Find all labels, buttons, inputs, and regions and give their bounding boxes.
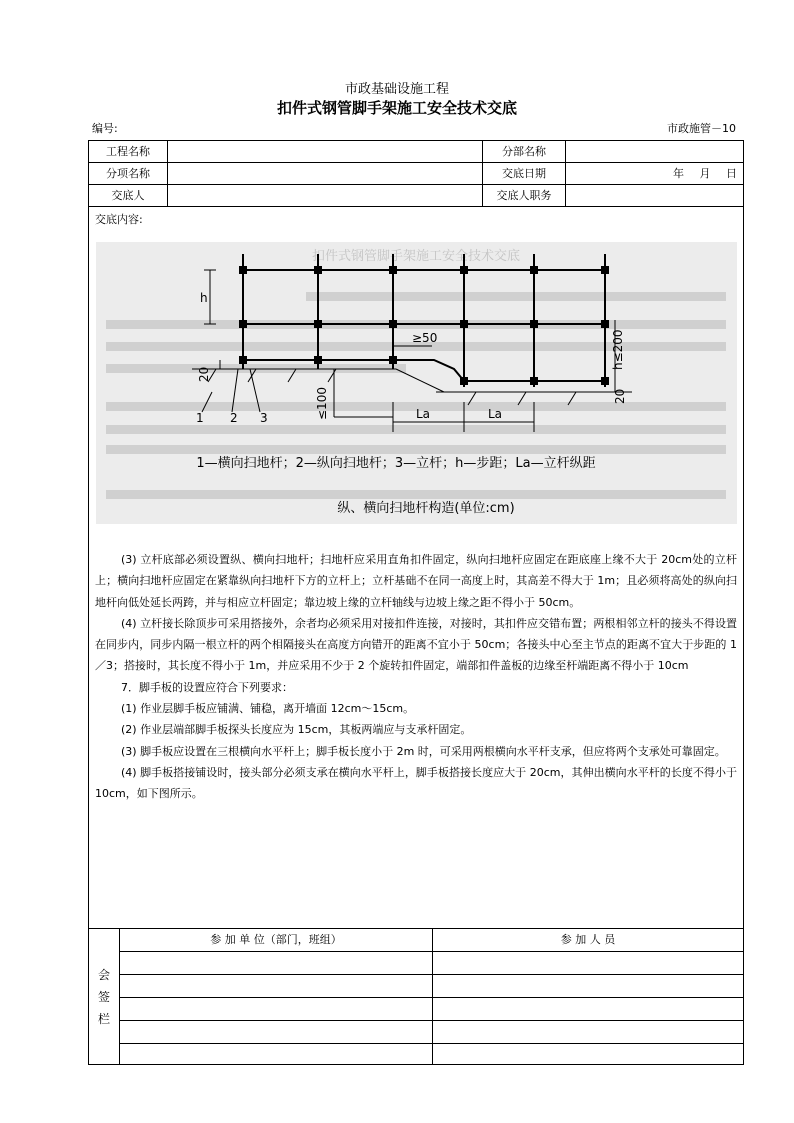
disclosure-form: [88, 140, 744, 1065]
discloser-value[interactable]: [168, 185, 482, 206]
paragraph: (2) 作业层端部脚手板探头长度应为 15cm，其板两端应与支承杆固定。: [121, 723, 472, 737]
dim-h200-label: h≤200: [611, 329, 625, 370]
figure-caption: 纵、横向扫地杆构造(单位:cm): [337, 501, 515, 516]
scaffold-figure: [96, 242, 737, 524]
signoff-row[interactable]: [120, 952, 743, 975]
position-value[interactable]: [566, 185, 743, 206]
paragraph: (3) 脚手板应设置在三根横向水平杆上；脚手板长度小于 2m 时，可采用两根横向水平杆支承，但应将两个支承处可靠固定。: [121, 744, 726, 758]
signoff-unit-header: 参 加 单 位（部门，班组）: [210, 933, 342, 946]
signoff-people-header: 参 加 人 员: [560, 933, 616, 946]
signoff-side-label: [89, 929, 120, 1065]
signoff-row[interactable]: [120, 975, 743, 998]
signoff-row[interactable]: [120, 1021, 743, 1044]
disclosure-body: [95, 549, 737, 805]
info-row-discloser: [89, 185, 743, 207]
info-row-subitem: [89, 163, 743, 185]
info-row-project: [89, 141, 743, 163]
position-label: 交底人职务: [496, 189, 552, 202]
dim-100-label: ≤100: [315, 387, 329, 420]
dim-h-label: h: [200, 291, 208, 305]
date-label: 交底日期: [502, 167, 546, 180]
pole-num-2: 2: [230, 411, 238, 425]
project-name-value[interactable]: [168, 141, 482, 162]
document-title: 扣件式钢管脚手架施工安全技术交底: [276, 99, 517, 117]
date-value[interactable]: 年 月 日: [673, 167, 737, 180]
pole-num-1: 1: [196, 411, 204, 425]
signoff-char: 签: [97, 990, 110, 1004]
discloser-label: 交底人: [111, 189, 145, 202]
figure-watermark-title: 扣件式钢管脚手架施工安全技术交底: [311, 249, 521, 264]
dim-la1-label: La: [416, 407, 431, 421]
org-title: 市政基础设施工程: [344, 82, 449, 97]
scaffold-diagram: [96, 242, 737, 524]
content-label: 交底内容:: [95, 213, 143, 226]
signoff-char: 会: [97, 968, 110, 982]
signoff-header-row: [120, 929, 743, 952]
figure-legend: 1—横向扫地杆；2—纵向扫地杆；3—立杆；h—步距；La—立杆纵距: [196, 456, 596, 471]
paragraph: (4) 脚手板搭接铺设时，接头部分必须支承在横向水平杆上，脚手板搭接长度应大于 20cm，其伸出横向水平杆的长度不得小于 10cm，如下图所示。: [95, 765, 737, 801]
signoff-table: [89, 928, 743, 1065]
dim-20a-label: 20: [197, 366, 211, 382]
paragraph: (1) 作业层脚手板应铺满、铺稳，离开墙面 12cm～15cm。: [121, 702, 415, 716]
subitem-label: 分项名称: [106, 167, 150, 180]
signoff-row[interactable]: [120, 998, 743, 1021]
paragraph: 7．脚手板的设置应符合下列要求：: [121, 680, 293, 694]
paragraph: (3) 立杆底部必须设置纵、横向扫地杆；扫地杆应采用直角扣件固定，纵向扫地杆应固定在距底座上缘不大于 20cm处的立杆上；横向扫地杆应固定在紧靠纵向扫地杆下方的立杆上；立杆基础不在同一高度上时，其高差不得大于 1m；且必须将高处的纵向扫地杆向低处延长两跨，并与相应立杆固定；靠边坡上缘的立杆轴线与边坡上缘之距不得小于 50cm。: [95, 553, 737, 609]
dim-la2-label: La: [488, 407, 503, 421]
pole-num-3: 3: [260, 411, 268, 425]
signoff-row[interactable]: [120, 1044, 743, 1065]
dim-20b-label: 20: [613, 388, 627, 404]
dim-50-label: ≥50: [412, 331, 438, 345]
paragraph: (4) 立杆接长除顶步可采用搭接外，余者均必须采用对接扣件连接，对接时，其扣件应交错布置；两根相邻立杆的接头不得设置在同步内，同步内隔一根立杆的两个相隔接头在高度方向错开的距离不宜小于 50cm；各接头中心至主节点的距离不宜大于步距的 1／3；搭接时，其长度不得小于 1m，并应采用不少于 2 个旋转扣件固定，端部扣件盖板的边缘至杆端距离不得小于 10cm: [95, 616, 737, 673]
form-code: 市政施管－10: [667, 122, 736, 135]
signoff-char: 栏: [97, 1012, 110, 1026]
subitem-value[interactable]: [168, 163, 482, 184]
project-name-label: 工程名称: [106, 145, 150, 158]
division-label: 分部名称: [502, 145, 546, 158]
serial-label: 编号:: [92, 122, 118, 135]
division-value[interactable]: [566, 141, 743, 162]
